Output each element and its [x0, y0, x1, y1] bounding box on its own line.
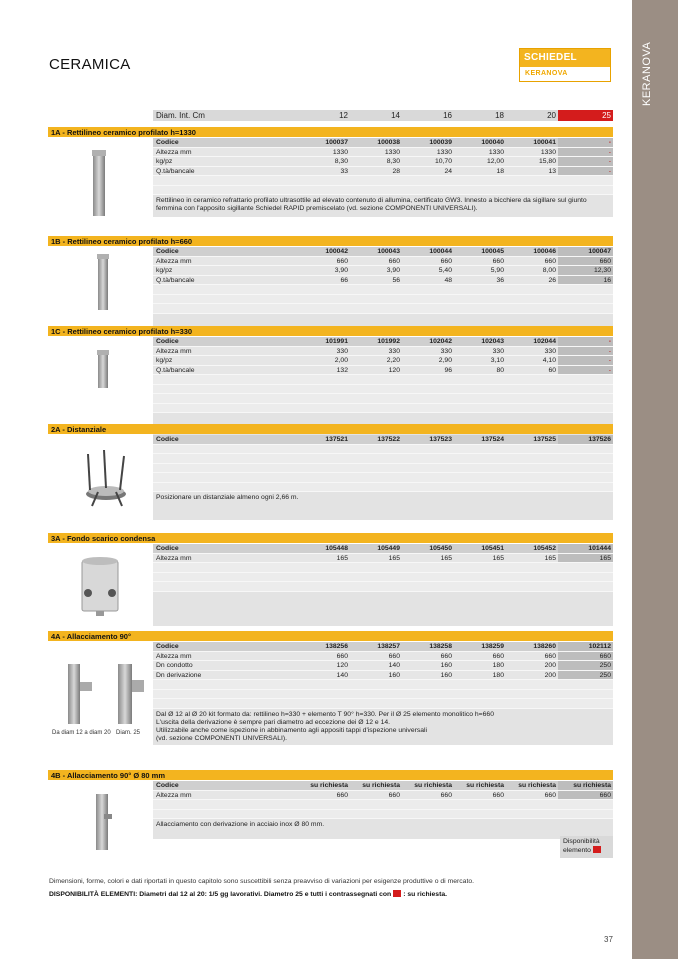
- cell-value: 138259: [481, 643, 504, 650]
- cell-value: 165: [544, 554, 556, 562]
- cell-value: 660: [492, 257, 504, 265]
- cell-value: 660: [599, 791, 611, 799]
- product-image-1c: [95, 350, 111, 390]
- cell-value: 137521: [325, 436, 348, 443]
- spec-table: [153, 544, 613, 626]
- table-row: [153, 257, 613, 267]
- cell-value: 2,90: [438, 357, 452, 364]
- cell-value: 660: [599, 257, 611, 265]
- row-label: Altezza mm: [156, 148, 192, 156]
- cell-value: su richiesta: [362, 782, 400, 789]
- row-label: Dn derivazione: [156, 671, 202, 679]
- blank-row: [153, 473, 613, 483]
- cell-value: -: [608, 347, 611, 355]
- cell-value: 66: [340, 276, 348, 284]
- blank-row: [153, 563, 613, 573]
- table-row: [153, 356, 613, 366]
- cell-value: -: [608, 139, 611, 146]
- product-image-2a: [80, 448, 132, 508]
- diameter-16: 16: [443, 111, 452, 120]
- section-description: Posizionare un distanziale almeno ogni 2,66 m.: [153, 492, 613, 520]
- blank-row: [153, 690, 613, 700]
- cell-value: 660: [544, 257, 556, 265]
- cell-value: 102112: [588, 643, 611, 650]
- cell-value: 3,10: [490, 357, 504, 364]
- section-title: 4B - Allacciamento 90° Ø 80 mm: [48, 770, 613, 780]
- cell-value: 2,00: [334, 357, 348, 364]
- section-title: 3A - Fondo scarico condensa: [48, 533, 613, 543]
- diameter-18: 18: [495, 111, 504, 120]
- row-label: kg/pz: [156, 267, 173, 274]
- cell-value: 137524: [481, 436, 504, 443]
- cell-value: 56: [392, 276, 400, 284]
- cell-value: 100044: [429, 248, 452, 255]
- cell-value: 80: [496, 366, 504, 374]
- blank-row: [153, 454, 613, 464]
- table-row: [153, 544, 613, 554]
- page-number: 37: [604, 935, 613, 944]
- row-label: Altezza mm: [156, 791, 192, 799]
- product-image-1b: [95, 254, 111, 312]
- diameter-20: 20: [547, 111, 556, 120]
- cell-value: 660: [336, 652, 348, 660]
- cell-value: 100047: [588, 248, 611, 255]
- cell-value: 96: [444, 366, 452, 374]
- cell-value: 100041: [533, 139, 556, 146]
- cell-value: -: [608, 366, 611, 374]
- table-row: [153, 791, 613, 801]
- row-label: Dn condotto: [156, 662, 193, 669]
- cell-value: 132: [336, 366, 348, 374]
- blank-row: [153, 483, 613, 493]
- cell-value: 660: [440, 652, 452, 660]
- cell-value: 26: [548, 276, 556, 284]
- diameter-12: 12: [339, 111, 348, 120]
- section-title: 1A - Rettilineo ceramico profilato h=1330: [48, 127, 613, 137]
- cell-value: 660: [440, 257, 452, 265]
- cell-value: 100046: [533, 248, 556, 255]
- row-label: Codice: [156, 248, 179, 255]
- table-row: [153, 247, 613, 257]
- cell-value: 105451: [481, 545, 504, 552]
- section-description: Rettilineo in ceramico refrattario profilato ultrasottile ad elevato contenuto di allumina, certificato GW3. Innesto a bicchiere da sigillare sul giunto femmina con l'apposito sigillante Schiedel RAPID premiscelato (vd. sezione COMPONENTI UNIVERSALI).: [153, 195, 613, 217]
- table-row: [153, 266, 613, 276]
- cell-value: 330: [440, 347, 452, 355]
- cell-value: 36: [496, 276, 504, 284]
- row-label: Codice: [156, 338, 179, 345]
- cell-value: -: [608, 357, 611, 364]
- row-label: Codice: [156, 436, 179, 443]
- cell-value: 5,90: [490, 267, 504, 274]
- cell-value: 102043: [481, 338, 504, 345]
- blank-row: [153, 176, 613, 186]
- row-label: Codice: [156, 643, 179, 650]
- table-row: [153, 167, 613, 177]
- spec-table: [153, 642, 613, 745]
- table-row: [153, 337, 613, 347]
- table-row: [153, 138, 613, 148]
- cell-value: 1330: [332, 148, 348, 156]
- row-label: Codice: [156, 545, 179, 552]
- cell-value: 100039: [429, 139, 452, 146]
- section-description: [153, 314, 613, 326]
- cell-value: 8,30: [386, 158, 400, 165]
- blank-row: [153, 295, 613, 305]
- cell-value: 140: [336, 671, 348, 679]
- availability-legend: Disponibilità elemento: [560, 836, 613, 858]
- blank-row: [153, 464, 613, 474]
- cell-value: 8,00: [542, 267, 556, 274]
- blank-row: [153, 186, 613, 196]
- cell-value: -: [608, 338, 611, 345]
- blank-row: [153, 385, 613, 395]
- cell-value: 100038: [377, 139, 400, 146]
- row-label: Q.tà/bancale: [156, 167, 195, 175]
- cell-value: 660: [440, 791, 452, 799]
- cell-value: 160: [440, 671, 452, 679]
- caption-4a-small: Da diam 12 a diam 20: [52, 730, 111, 736]
- cell-value: 138258: [429, 643, 452, 650]
- table-row: [153, 435, 613, 445]
- cell-value: 200: [544, 662, 556, 669]
- cell-value: 100042: [325, 248, 348, 255]
- row-label: kg/pz: [156, 158, 173, 165]
- table-row: [153, 661, 613, 671]
- cell-value: 165: [336, 554, 348, 562]
- cell-value: 1330: [436, 148, 452, 156]
- table-row: [153, 366, 613, 376]
- section-title: 1B - Rettilineo ceramico profilato h=660: [48, 236, 613, 246]
- cell-value: 660: [388, 791, 400, 799]
- cell-value: 1330: [540, 148, 556, 156]
- cell-value: 100043: [377, 248, 400, 255]
- cell-value: 250: [599, 671, 611, 679]
- section-title: 1C - Rettilineo ceramico profilato h=330: [48, 326, 613, 336]
- row-label: Codice: [156, 139, 179, 146]
- blank-row: [153, 285, 613, 295]
- cell-value: 15,80: [538, 158, 556, 165]
- cell-value: 660: [336, 257, 348, 265]
- diameter-25: 25: [558, 110, 613, 121]
- blank-row: [153, 699, 613, 709]
- product-image-1a: [90, 150, 108, 218]
- page-title: CERAMICA: [49, 56, 131, 73]
- table-row: [153, 157, 613, 167]
- blank-row: [153, 404, 613, 414]
- cell-value: 160: [388, 671, 400, 679]
- cell-value: 102042: [429, 338, 452, 345]
- cell-value: 120: [388, 366, 400, 374]
- side-label: KERANOVA: [641, 41, 653, 106]
- cell-value: 2,20: [386, 357, 400, 364]
- cell-value: su richiesta: [310, 782, 348, 789]
- cell-value: 140: [388, 662, 400, 669]
- cell-value: 137525: [533, 436, 556, 443]
- cell-value: su richiesta: [518, 782, 556, 789]
- table-row: [153, 347, 613, 357]
- section-description: Dal Ø 12 al Ø 20 kit formato da: rettilineo h=330 + elemento T 90° h=330. Per il Ø 25 elemento monolitico h=660 L'uscita della derivazione è sempre pari diametro ad eccezione dei Ø 12 e 14. Utilizzabile anche come ispezione in abbinamento agli appositi tappi d'ispezione universali (vd. sezione COMPONENTI UNIVERSALI).: [153, 709, 613, 745]
- product-image-4b: [90, 792, 114, 852]
- row-label: Codice: [156, 782, 179, 789]
- section-title: 4A - Allacciamento 90°: [48, 631, 613, 641]
- red-availability-marker: [593, 846, 601, 853]
- blank-row: [153, 445, 613, 455]
- cell-value: 660: [388, 652, 400, 660]
- cell-value: 138257: [377, 643, 400, 650]
- cell-value: 48: [444, 276, 452, 284]
- cell-value: 200: [544, 671, 556, 679]
- blank-row: [153, 810, 613, 820]
- cell-value: 165: [599, 554, 611, 562]
- cell-value: 101992: [377, 338, 400, 345]
- cell-value: 18: [496, 167, 504, 175]
- row-label: Q.tà/bancale: [156, 366, 195, 374]
- side-band: [632, 0, 678, 959]
- row-label: kg/pz: [156, 357, 173, 364]
- cell-value: 105448: [325, 545, 348, 552]
- cell-value: 330: [544, 347, 556, 355]
- table-row: [153, 276, 613, 286]
- cell-value: 165: [440, 554, 452, 562]
- cell-value: 120: [336, 662, 348, 669]
- spec-table: [153, 435, 613, 520]
- table-row: [153, 652, 613, 662]
- blank-row: [153, 573, 613, 583]
- section-title: 2A - Distanziale: [48, 424, 613, 434]
- cell-value: 160: [440, 662, 452, 669]
- blank-row: [153, 394, 613, 404]
- cell-value: 102044: [533, 338, 556, 345]
- cell-value: 100040: [481, 139, 504, 146]
- brand-logo: SCHIEDEL KERANOVA: [519, 48, 611, 82]
- cell-value: 24: [444, 167, 452, 175]
- cell-value: 1330: [384, 148, 400, 156]
- cell-value: 105449: [377, 545, 400, 552]
- cell-value: 8,30: [334, 158, 348, 165]
- cell-value: 330: [492, 347, 504, 355]
- cell-value: -: [608, 148, 611, 156]
- cell-value: 16: [603, 276, 611, 284]
- cell-value: 138256: [325, 643, 348, 650]
- cell-value: 3,90: [334, 267, 348, 274]
- cell-value: -: [608, 167, 611, 175]
- cell-value: su richiesta: [414, 782, 452, 789]
- cell-value: 330: [388, 347, 400, 355]
- cell-value: 137522: [377, 436, 400, 443]
- cell-value: 660: [544, 791, 556, 799]
- section-description: Allacciamento con derivazione in acciaio inox Ø 80 mm.: [153, 819, 613, 839]
- table-row: [153, 642, 613, 652]
- row-label: Altezza mm: [156, 257, 192, 265]
- cell-value: 250: [599, 662, 611, 669]
- footnote-availability: DISPONIBILITÀ ELEMENTI: Diametri dal 12 al 20: 1/5 gg lavorativi. Diametro 25 e tutti i contrassegnati con : su richiesta.: [49, 891, 448, 898]
- diameter-header: Diam. Int. Cm 12 14 16 18 20 25: [153, 110, 613, 121]
- spec-table: [153, 781, 613, 839]
- cell-value: 13: [548, 167, 556, 175]
- cell-value: 4,10: [542, 357, 556, 364]
- cell-value: 60: [548, 366, 556, 374]
- cell-value: 330: [336, 347, 348, 355]
- row-label: Altezza mm: [156, 347, 192, 355]
- blank-row: [153, 800, 613, 810]
- blank-row: [153, 582, 613, 592]
- cell-value: 660: [492, 652, 504, 660]
- footnote-disclaimer: Dimensioni, forme, colori e dati riportati in questo capitolo sono suscettibili senza preavviso di variazioni per esigenze produttive o di mercato.: [49, 878, 475, 885]
- diameter-14: 14: [391, 111, 400, 120]
- product-image-4a-large: [112, 662, 146, 726]
- cell-value: 660: [388, 257, 400, 265]
- cell-value: 10,70: [434, 158, 452, 165]
- row-label: Altezza mm: [156, 554, 192, 562]
- cell-value: 100037: [325, 139, 348, 146]
- cell-value: 180: [492, 662, 504, 669]
- cell-value: 33: [340, 167, 348, 175]
- cell-value: 660: [492, 791, 504, 799]
- cell-value: 5,40: [438, 267, 452, 274]
- cell-value: 660: [336, 791, 348, 799]
- row-label: Altezza mm: [156, 652, 192, 660]
- cell-value: 12,30: [593, 267, 611, 274]
- table-row: [153, 554, 613, 564]
- spec-table: [153, 247, 613, 326]
- cell-value: 105450: [429, 545, 452, 552]
- table-row: [153, 781, 613, 791]
- spec-table: [153, 138, 613, 217]
- section-description: [153, 592, 613, 626]
- cell-value: 100045: [481, 248, 504, 255]
- cell-value: 165: [492, 554, 504, 562]
- table-row: [153, 671, 613, 681]
- cell-value: 137523: [429, 436, 452, 443]
- cell-value: 101991: [325, 338, 348, 345]
- cell-value: 180: [492, 671, 504, 679]
- cell-value: su richiesta: [573, 782, 611, 789]
- blank-row: [153, 680, 613, 690]
- product-image-4a-small: [60, 662, 94, 726]
- cell-value: 3,90: [386, 267, 400, 274]
- cell-value: 138260: [533, 643, 556, 650]
- cell-value: 101444: [588, 545, 611, 552]
- cell-value: 137526: [588, 436, 611, 443]
- blank-row: [153, 304, 613, 314]
- cell-value: -: [608, 158, 611, 165]
- cell-value: su richiesta: [466, 782, 504, 789]
- cell-value: 1330: [488, 148, 504, 156]
- cell-value: 660: [544, 652, 556, 660]
- row-label: Q.tà/bancale: [156, 276, 195, 284]
- cell-value: 105452: [533, 545, 556, 552]
- cell-value: 660: [599, 652, 611, 660]
- cell-value: 28: [392, 167, 400, 175]
- blank-row: [153, 375, 613, 385]
- cell-value: 165: [388, 554, 400, 562]
- red-legend-square: [393, 890, 401, 897]
- caption-4a-large: Diam. 25: [116, 730, 141, 736]
- cell-value: 12,00: [486, 158, 504, 165]
- table-row: [153, 148, 613, 158]
- product-image-3a: [78, 555, 122, 617]
